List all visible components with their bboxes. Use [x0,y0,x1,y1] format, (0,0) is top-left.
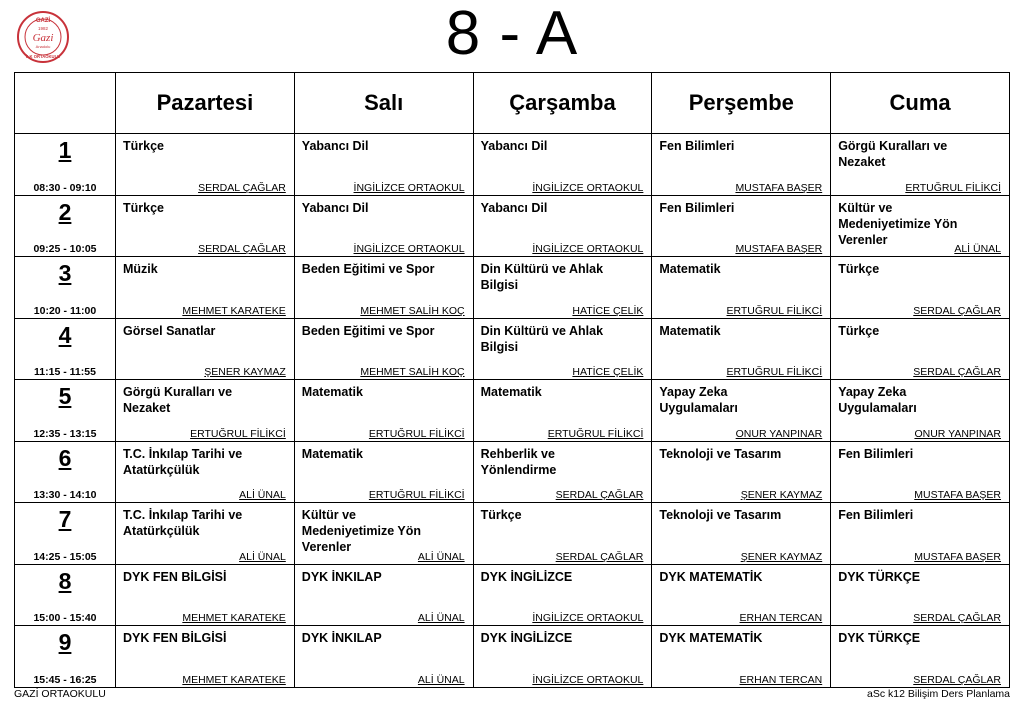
lesson-subject: Kültür ve Medeniyetimize Yön Verenler [838,200,958,247]
lesson-subject: T.C. İnkılap Tarihi ve Atatürkçülük [123,508,243,539]
lesson-cell [652,318,831,380]
lesson-cell [473,626,652,688]
lesson-cell [116,626,295,688]
lesson-teacher: ERTUĞRUL FİLİKCİ [723,366,823,378]
lesson-subject: Fen Bilimleri [838,508,914,523]
lesson-subject: DYK TÜRKÇE [838,569,921,584]
lesson-teacher: ALİ ÜNAL [414,551,465,563]
lesson-subject: Matematik [480,385,542,400]
lesson-teacher: SERDAL ÇAĞLAR [194,182,286,194]
lesson-subject: DYK FEN BİLGİSİ [123,631,227,646]
lesson-teacher: ALİ ÜNAL [950,243,1001,255]
period-number: 2 [58,198,72,225]
lesson-subject: Türkçe [838,262,880,277]
lesson-teacher: MEHMET SALİH KOÇ [356,305,464,317]
lesson-cell [652,134,831,196]
lesson-subject: Teknoloji ve Tasarım [659,446,782,461]
lesson-subject: Fen Bilimleri [659,139,735,153]
lesson-subject: Görgü Kuralları ve Nezaket [123,385,233,416]
period-row [15,318,1010,380]
period-row [15,257,1010,319]
lesson-subject: Türkçe [123,139,164,153]
period-number: 5 [58,383,72,410]
period-time: 15:00 - 15:40 [33,612,97,625]
period-number: 1 [58,137,72,163]
period-time: 14:25 - 15:05 [33,550,97,563]
period-cell [15,134,116,196]
corner-cell [15,73,116,134]
lesson-subject: DYK İNKILAP [301,631,382,646]
period-time: 10:20 - 11:00 [33,304,97,317]
lesson-subject: DYK MATEMATİK [659,631,763,646]
lesson-teacher: ERHAN TERCAN [736,612,823,624]
lesson-cell [652,380,831,442]
lesson-teacher: MUSTAFA BAŞER [910,489,1001,501]
period-cell [15,503,116,565]
lesson-teacher: ERTUĞRUL FİLİKCİ [186,428,286,440]
lesson-teacher: SERDAL ÇAĞLAR [909,674,1001,686]
lesson-teacher: MEHMET KARATEKE [178,305,285,317]
lesson-teacher: MEHMET KARATEKE [178,612,285,624]
period-cell [15,626,116,688]
lesson-cell [473,564,652,626]
lesson-subject: Matematik [301,385,363,400]
period-time: 12:35 - 13:15 [33,427,97,440]
lesson-subject: DYK İNGİLİZCE [480,569,573,584]
lesson-teacher: ONUR YANPINAR [732,428,823,440]
lesson-subject: DYK İNKILAP [301,569,382,584]
lesson-cell [831,257,1010,319]
lesson-cell [473,318,652,380]
lesson-subject: Din Kültürü ve Ahlak Bilgisi [480,262,604,293]
lesson-teacher: MEHMET SALİH KOÇ [356,366,464,378]
period-time: 08:30 - 09:10 [33,181,97,194]
lesson-subject: Din Kültürü ve Ahlak Bilgisi [480,323,604,354]
day-header: Pazartesi [116,73,295,134]
lesson-cell [473,134,652,196]
lesson-subject: Müzik [123,262,158,277]
period-row [15,195,1010,257]
lesson-teacher: ALİ ÜNAL [235,551,286,563]
lesson-cell [473,441,652,503]
lesson-teacher: İNGİLİZCE ORTAOKUL [528,243,643,255]
lesson-teacher: SERDAL ÇAĞLAR [909,612,1001,624]
lesson-subject: Yabancı Dil [301,200,369,215]
lesson-cell [116,503,295,565]
lesson-subject: Beden Eğitimi ve Spor [301,262,435,277]
lesson-cell [831,318,1010,380]
day-header: Salı [294,73,473,134]
period-row [15,380,1010,442]
logo-year: 1982 [37,26,49,31]
period-time: 15:45 - 16:25 [33,674,97,686]
period-number: 9 [58,629,72,656]
lesson-subject: Fen Bilimleri [659,200,735,215]
lesson-teacher: İNGİLİZCE ORTAOKUL [528,612,643,624]
period-number: 3 [58,260,72,287]
logo-ring-text: İLK ORTAOKULU [25,54,61,59]
logo-script: Gazi [32,32,54,44]
lesson-cell [652,195,831,257]
lesson-subject: Matematik [659,262,721,277]
period-number: 6 [58,444,72,471]
lesson-cell [831,626,1010,688]
lesson-subject: Yabancı Dil [480,200,548,215]
lesson-subject: Görsel Sanatlar [123,323,216,338]
lesson-subject: Kültür ve Medeniyetimize Yön Verenler [301,508,422,555]
class-title: 8 - A [445,0,579,68]
day-header: Çarşamba [473,73,652,134]
lesson-subject: Yapay Zeka Uygulamaları [838,385,917,416]
lesson-subject: Yabancı Dil [480,139,548,153]
lesson-teacher: SERDAL ÇAĞLAR [552,489,644,501]
lesson-teacher: HATİCE ÇELİK [568,366,643,378]
lesson-cell [294,564,473,626]
lesson-cell [473,380,652,442]
lesson-subject: Türkçe [123,200,164,215]
lesson-subject: DYK TÜRKÇE [838,631,921,646]
lesson-cell [116,441,295,503]
period-time: 11:15 - 11:55 [34,366,96,379]
lesson-teacher: ŞENER KAYMAZ [200,366,286,378]
lesson-teacher: HATİCE ÇELİK [568,305,643,317]
lesson-subject: Beden Eğitimi ve Spor [301,323,435,338]
lesson-subject: DYK FEN BİLGİSİ [123,569,227,584]
lesson-cell [294,195,473,257]
lesson-teacher: ERTUĞRUL FİLİKCİ [723,305,823,317]
logo-small: Anadolu [35,44,51,49]
lesson-teacher: SERDAL ÇAĞLAR [194,243,286,255]
period-row [15,564,1010,626]
lesson-teacher: ERTUĞRUL FİLİKCİ [901,182,1001,194]
lesson-teacher: MUSTAFA BAŞER [731,182,822,194]
period-row [15,503,1010,565]
lesson-cell [473,257,652,319]
lesson-cell [831,503,1010,565]
lesson-subject: DYK İNGİLİZCE [480,631,573,646]
lesson-subject: Yapay Zeka Uygulamaları [659,385,738,416]
lesson-teacher: MEHMET KARATEKE [178,674,285,686]
lesson-cell [473,195,652,257]
lesson-cell [116,257,295,319]
lesson-teacher: SERDAL ÇAĞLAR [909,366,1001,378]
period-row [15,626,1010,688]
period-cell [15,318,116,380]
lesson-cell [652,257,831,319]
lesson-cell [652,564,831,626]
period-cell [15,257,116,319]
lesson-subject: Yabancı Dil [301,139,369,153]
lesson-cell [116,134,295,196]
lesson-subject: Matematik [301,446,363,461]
lesson-cell [294,503,473,565]
lesson-teacher: İNGİLİZCE ORTAOKUL [528,182,643,194]
lesson-subject: Türkçe [838,323,880,338]
lesson-teacher: ERTUĞRUL FİLİKCİ [365,428,465,440]
period-cell [15,380,116,442]
period-row [15,134,1010,196]
timetable [14,72,1010,688]
lesson-cell [473,503,652,565]
lesson-cell [831,195,1010,257]
lesson-subject: DYK MATEMATİK [659,569,763,584]
lesson-cell [294,380,473,442]
lesson-cell [831,564,1010,626]
day-header: Perşembe [652,73,831,134]
lesson-cell [652,503,831,565]
footer-software: aSc k12 Bilişim Ders Planlama [867,688,1010,700]
lesson-cell [294,134,473,196]
lesson-cell [294,441,473,503]
lesson-teacher: SERDAL ÇAĞLAR [909,305,1001,317]
lesson-teacher: SERDAL ÇAĞLAR [552,551,644,563]
lesson-teacher: ALİ ÜNAL [414,674,465,686]
period-number: 8 [58,567,72,594]
lesson-cell [652,441,831,503]
lesson-teacher: MUSTAFA BAŞER [910,551,1001,563]
lesson-teacher: ERTUĞRUL FİLİKCİ [365,489,465,501]
lesson-teacher: ALİ ÜNAL [414,612,465,624]
period-time: 09:25 - 10:05 [33,243,97,256]
lesson-cell [831,380,1010,442]
lesson-cell [116,195,295,257]
day-header: Cuma [831,73,1010,134]
lesson-cell [116,318,295,380]
lesson-cell [294,626,473,688]
lesson-teacher: MUSTAFA BAŞER [731,243,822,255]
lesson-teacher: İNGİLİZCE ORTAOKUL [528,674,643,686]
lesson-subject: Türkçe [480,508,522,523]
lesson-subject: Teknoloji ve Tasarım [659,508,782,523]
lesson-teacher: ŞENER KAYMAZ [737,551,823,563]
lesson-teacher: ALİ ÜNAL [235,489,286,501]
lesson-subject: Rehberlik ve Yönlendirme [480,446,557,477]
footer-school-name: GAZİ ORTAOKULU [14,688,106,700]
lesson-subject: T.C. İnkılap Tarihi ve Atatürkçülük [123,446,243,477]
lesson-teacher: ERTUĞRUL FİLİKCİ [544,428,644,440]
lesson-cell [652,626,831,688]
lesson-teacher: İNGİLİZCE ORTAOKUL [350,182,465,194]
period-cell [15,564,116,626]
period-cell [15,441,116,503]
lesson-teacher: ŞENER KAYMAZ [737,489,823,501]
lesson-subject: Matematik [659,323,721,338]
lesson-cell [831,134,1010,196]
period-time: 13:30 - 14:10 [33,489,97,502]
period-number: 7 [58,506,72,533]
lesson-subject: Fen Bilimleri [838,446,914,461]
lesson-cell [831,441,1010,503]
header-row [15,73,1010,134]
period-cell [15,195,116,257]
lesson-cell [116,564,295,626]
lesson-subject: Görgü Kuralları ve Nezaket [838,139,948,169]
lesson-teacher: ONUR YANPINAR [910,428,1001,440]
period-row [15,441,1010,503]
lesson-teacher: İNGİLİZCE ORTAOKUL [350,243,465,255]
logo-top-text: GAZİ [35,18,51,24]
lesson-cell [116,380,295,442]
lesson-teacher: ERHAN TERCAN [736,674,823,686]
lesson-cell [294,318,473,380]
lesson-cell [294,257,473,319]
period-number: 4 [58,321,72,348]
